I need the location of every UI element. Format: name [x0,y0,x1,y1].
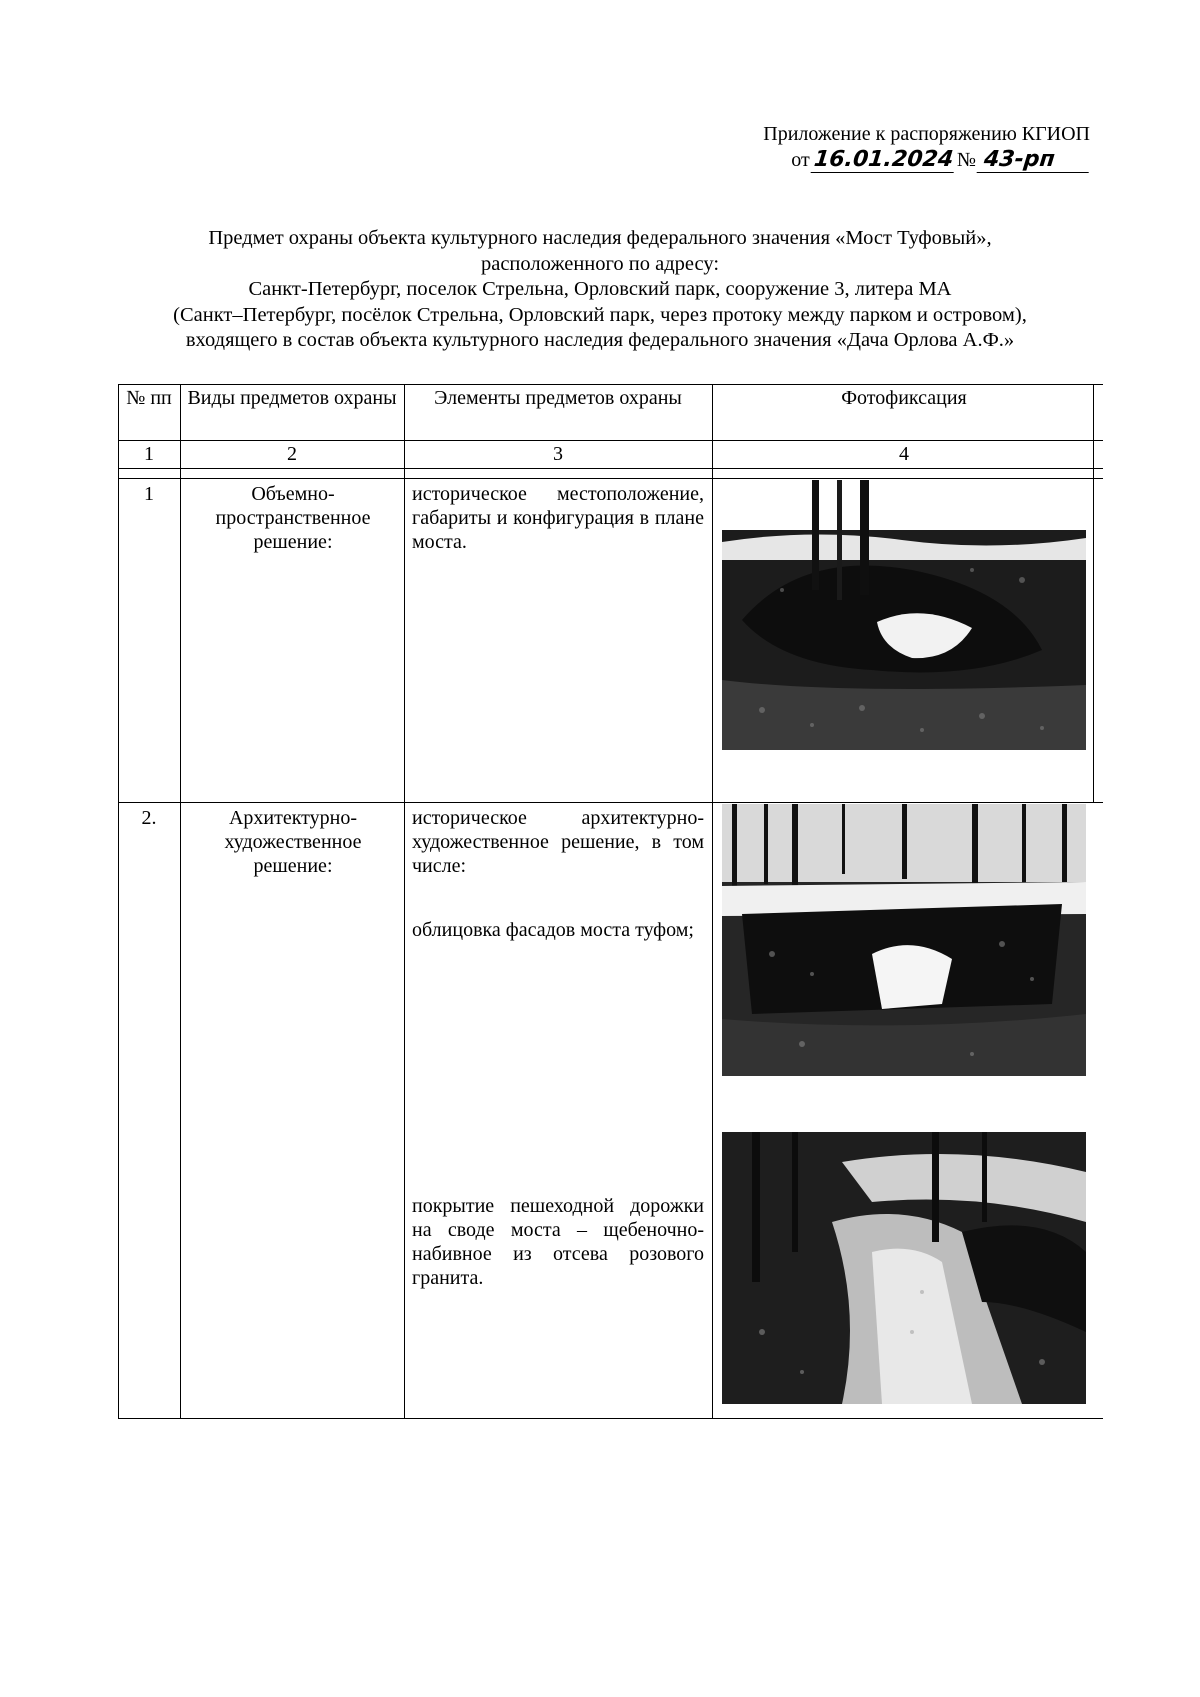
row2-element-facade: облицовка фасадов моста туфом; [412,919,694,941]
bridge-overview-photo [722,480,1086,750]
row2-element-intro: историческое архитектурно-художественное решение, в том числе: [412,807,704,877]
col-border-left [118,384,119,1418]
col-border-3 [712,384,713,1418]
annex-number-prefix: № [956,149,976,171]
row1-photo [722,480,1086,750]
header-divider [118,440,1103,441]
title-line-5: входящего в состав объекта культурного наследия федерального значения «Дача Орлова А.Ф.» [185,329,1015,351]
bridge-path-photo [722,1132,1086,1404]
row1-num: 1 [144,483,154,505]
row2-photo-facade [722,804,1086,1076]
header-num: № пп [126,387,172,409]
annex-number: 43-рп [977,147,1092,173]
colnum-1: 1 [144,443,154,465]
table-top-border [118,384,1103,385]
row1-kind: Объемно-пространственное решение: [215,483,371,553]
header-kinds: Виды предметов охраны [187,387,397,409]
header-photo: Фотофиксация [841,387,967,409]
annex-reference [791,147,1090,173]
col-border-1 [180,384,181,1418]
colnum-4: 4 [899,443,909,465]
header-elements: Элементы предметов охраны [434,387,682,409]
title-line-2: расположенного по адресу: [480,252,720,275]
annex-from-prefix: от [791,149,810,171]
title-line-3: Санкт-Петербург, поселок Стрельна, Орловский парк, сооружение 3, литера МА [248,278,952,300]
row1-element: историческое местоположение, габариты и конфигурация в плане моста. [412,483,704,553]
annex-title: Приложение к распоряжению КГИОП [763,123,1090,145]
row1-top-border [118,478,1103,479]
document-title [100,226,1100,354]
col-border-2 [404,384,405,1418]
row2-photo-path [722,1132,1086,1404]
annex-header [763,122,1090,173]
row2-kind: Архитектурно-художественное решение: [224,807,362,877]
annex-date: 16.01.2024 [810,147,956,173]
table-bottom-border [118,1418,1103,1419]
row2-num: 2. [141,807,157,829]
row2-element-path: покрытие пешеходной дорожки на своде моста – щебеночно-набивное из отсева розового гранита. [412,1195,704,1289]
row2-top-border [118,802,1103,803]
title-line-1: Предмет охраны объекта культурного наследия федерального значения «Мост Туфовый», [208,227,992,249]
colnum-3: 3 [553,443,563,465]
title-line-4: (Санкт–Петербург, посёлок Стрельна, Орловский парк, через протоку между парком и островом), [173,303,1027,326]
bridge-facade-photo [722,804,1086,1076]
colnum-2: 2 [287,443,297,465]
colnum-divider [118,468,1103,469]
